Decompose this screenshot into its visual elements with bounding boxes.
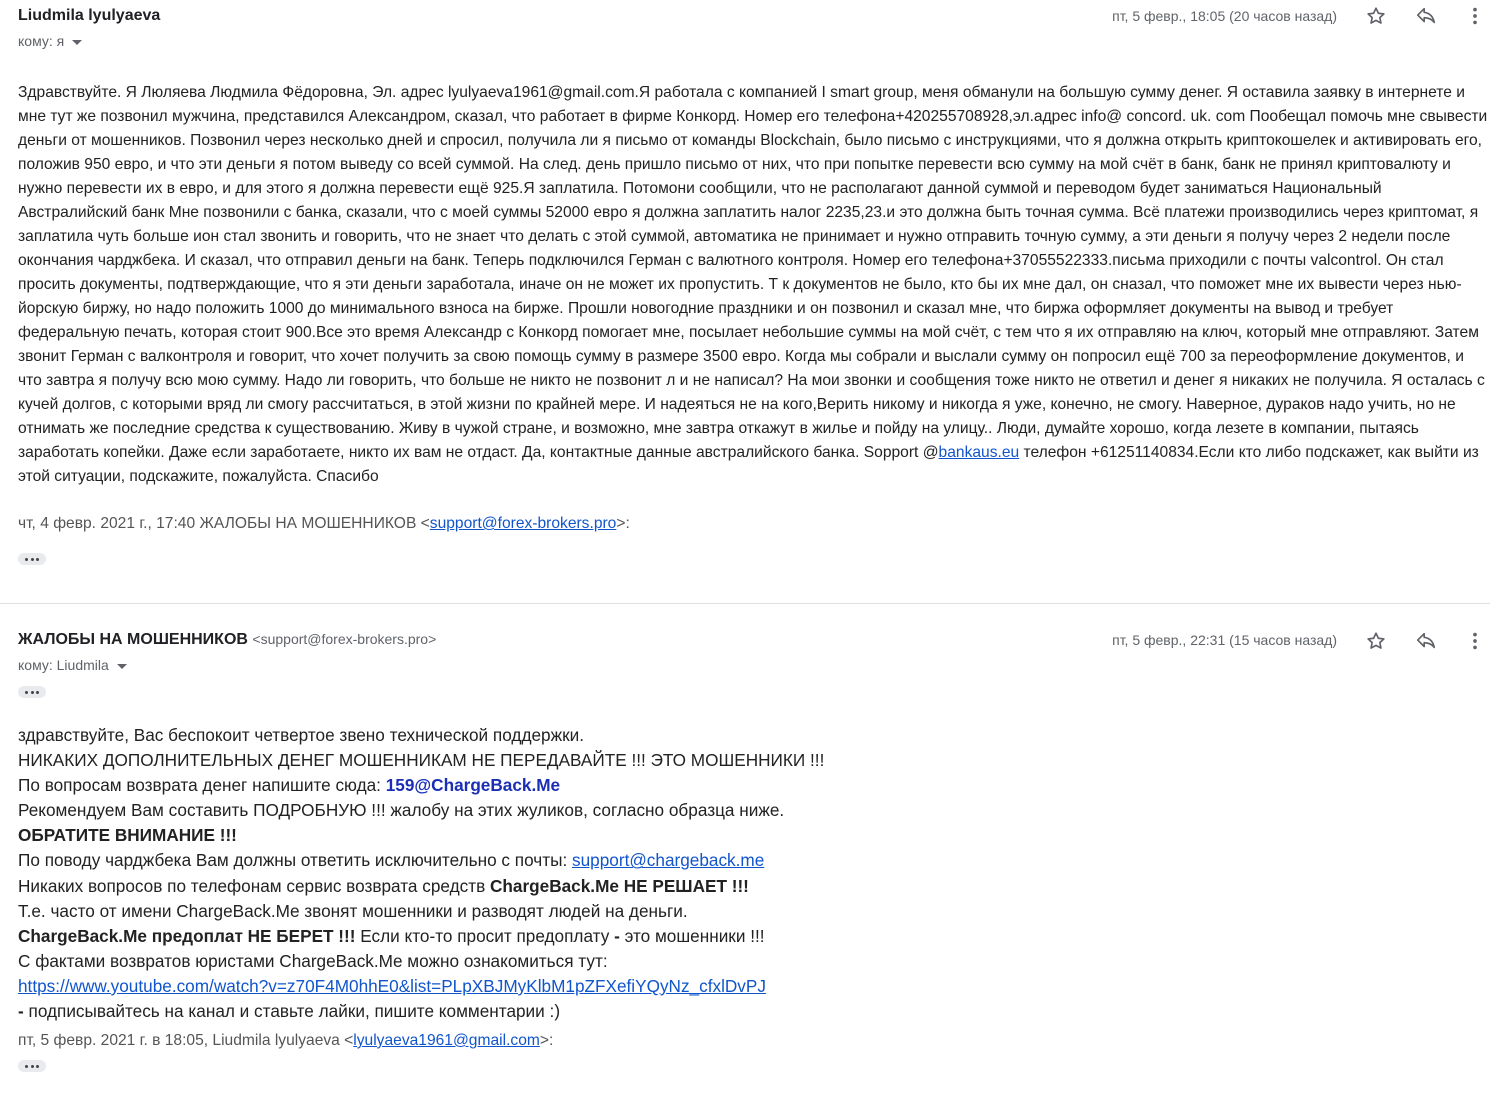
sender-line	[18, 7, 160, 25]
message-body-text: Здравствуйте. Я Люляева Людмила Фёдоровна, Эл. адрес lyulyaeva1961@gmail.com.Я работала с компанией I smart group, меня обманули на большую сумму денег. Я оставила заявку в интернете и мне тут же позвонил мужчина, представился Александром, сказал, что работает в фирме Конкорд. Номер его телефона+420255708928,эл.адрес info@ concord. uk. com Пообещал помочь мне свывести деньги от мошенников. Позвонил через несколько дней и спросил, получила ли я письмо от команды Blockchain, было письмо с инструкциями, что я должна открыть криптокошелек и активировать его, положив 950 евро, и что эти деньги я потом выведу со всей суммой. На след. день пришло письмо от них, что при попытке перевести всю сумму на мой счёт в банк, банк не принял криптовалюту и нужно перевести их в евро, и для этого я должна перевести ещё 925.Я заплатила. Потомони сообщили, что не располагают данной суммой и переводом будет заниматься Национальный Австралийский банк Мне позвонили с банка, сказали, что с моей суммы 52000 евро я должна заплатить налог 2235,23.и это должна быть точная сумма. Всё платежи производились через криптомат, я заплатила чуть больше ион стал звонить и говорить, что не знает что делать с этой суммой, автоматика не принимает и нужно отправить точную сумму, а эти деньги я получу через 2 недели после окончания чарджбека. И сказал, что отправил деньги на банк. Теперь подключился Герман с валютного контроля. Номер его телефона+37055522333.письма приходили с почты valcontrol. Он стал просить документы, подтверждающие, что я эти деньги заработала, иначе он не может их пропустить. Т к документов не было, кто бы их мне дал, он сназал, что поможет мне их вывести через нью-йорскую биржу, но надо положить 1000 до минимального взноса на бирже. Прошли новогодние праздники и он позвонил и сказал мне, что биржа оформляет документы на вывод и требует федеральную печать, которая стоит 900.Все это время Александр с Конкорд помогает мне, посылает небольшие суммы на мой счёт, с тем что я их отправляю на ключ, который мне отправляют. Затем звонит Герман с валконтроля и говорит, что хочет получить за свою помощь сумму в размере 3500 евро. Когда мы собрали и выслали сумму он попросил ещё 700 за переоформление документов, и что завтра я получу всю мою сумму. Надо ли говорить, что больше не никто не позвонит л и не написал? На мои звонки и сообщения тоже никто не ответил и денег я никаких не получила. Я осталась с кучей долгов, с которыми вряд ли смогу рассчитаться, в этой жизни по крайней мере. И надеяться не на кого,Верить никому и никогда я уже, конечно, не смогу. Наверное, дураков надо учить, но не отнимать же последние средства к существованию. Живу в чужой стране, и возможно, мне завтра откажут в жилье и пойду на улицу.. Люди, думайте хорошо, когда лезете в компании, пытаясь заработать копейки. Даже если заработаете, никто их вам не отдаст. Да, контактные данные австралийского банка. Sopport @	[18, 84, 1488, 461]
star-button[interactable]	[1362, 2, 1390, 30]
quote-suffix: >:	[539, 1032, 554, 1049]
message-body	[18, 723, 1218, 1024]
more-vert-icon	[1464, 630, 1486, 652]
message-date: пт, 5 февр., 18:05 (20 часов назад)	[1112, 8, 1337, 24]
reply-icon	[1415, 630, 1437, 652]
recipients-label: кому: Liudmila	[18, 657, 109, 673]
body-line-9-dash: -	[614, 925, 620, 946]
show-details-button[interactable]	[18, 686, 46, 698]
body-line-3-text: По вопросам возврата денег напишите сюда:	[18, 775, 386, 796]
body-line-9	[18, 924, 1218, 949]
body-line-1: здравствуйте, Вас беспокоит четвертое звено технической поддержки.	[18, 725, 584, 745]
body-line-9-tail: это мошенники !!!	[619, 925, 765, 946]
quote-header	[18, 515, 630, 533]
body-line-12-dash: -	[18, 1001, 24, 1022]
sender-line	[18, 631, 436, 649]
quote-suffix: >:	[616, 515, 630, 532]
recipients-dropdown[interactable]	[18, 33, 82, 49]
more-options-button[interactable]	[1461, 2, 1489, 30]
ellipsis-icon	[25, 691, 28, 694]
recipients-dropdown[interactable]	[18, 657, 127, 673]
message-body-tail: телефон +61251140834.Если кто либо подскажет, как выйти из этой ситуации, подскажите, пожалуйста. Спасибо	[18, 444, 1479, 485]
show-trimmed-content-button[interactable]	[18, 553, 46, 565]
sender-name[interactable]: Liudmila lyulyaeva	[18, 7, 161, 24]
ellipsis-icon	[25, 1065, 28, 1068]
message-2	[0, 605, 1505, 1093]
body-line-3	[18, 773, 1218, 798]
support-email-link[interactable]: support@chargeback.me	[572, 850, 765, 871]
quote-prefix: чт, 4 февр. 2021 г., 17:40 ЖАЛОБЫ НА МОШЕННИКОВ <	[18, 515, 430, 532]
star-icon	[1365, 5, 1387, 27]
recipients-label: кому: я	[18, 33, 65, 49]
quote-email-link[interactable]: lyulyaeva1961@gmail.com	[353, 1032, 540, 1049]
quote-prefix: пт, 5 февр. 2021 г. в 18:05, Liudmila lyulyaeva <	[18, 1032, 354, 1049]
body-line-12-text: подписывайтесь на канал и ставьте лайки, пишите комментарии :)	[23, 1001, 561, 1022]
star-icon	[1365, 630, 1387, 652]
chevron-down-icon	[117, 664, 127, 669]
body-line-6-text: По поводу чарджбека Вам должны ответить исключительно с почты:	[18, 850, 573, 871]
body-line-10: С фактами возвратов юристами ChargeBack.Me можно ознакомиться тут:	[18, 950, 608, 971]
ellipsis-icon	[25, 558, 28, 561]
reply-button[interactable]	[1412, 2, 1440, 30]
body-line-7	[18, 874, 1218, 899]
body-line-2: НИКАКИХ ДОПОЛНИТЕЛЬНЫХ ДЕНЕГ МОШЕННИКАМ НЕ ПЕРЕДАВАЙТЕ !!! ЭТО МОШЕННИКИ !!!	[18, 750, 825, 771]
message-date: пт, 5 февр., 22:31 (15 часов назад)	[1112, 632, 1337, 648]
attention-heading: ОБРАТИТЕ ВНИМАНИЕ !!!	[18, 825, 237, 846]
quote-email-link[interactable]: support@forex-brokers.pro	[429, 515, 617, 532]
show-trimmed-content-button[interactable]	[18, 1060, 46, 1072]
more-vert-icon	[1464, 5, 1486, 27]
reply-icon	[1415, 5, 1437, 27]
body-line-9-bold: ChargeBack.Me предоплат НЕ БЕРЕТ !!!	[18, 925, 356, 946]
sender-name[interactable]: ЖАЛОБЫ НА МОШЕННИКОВ	[18, 631, 248, 648]
chevron-down-icon	[72, 40, 82, 45]
youtube-link[interactable]: https://www.youtube.com/watch?v=z70F4M0hhE0&list=PLpXBJMyKlbM1pZFXefiYQyNz_cfxlDvPJ	[18, 975, 766, 996]
body-line-9-mid: Если кто-то просит предоплату	[355, 925, 615, 946]
bank-link[interactable]: bankaus.eu	[938, 444, 1020, 461]
message-body	[18, 81, 1488, 489]
message-divider	[0, 603, 1490, 604]
quote-header	[18, 1032, 553, 1050]
body-line-7-text: Никаких вопросов по телефонам сервис возврата средств	[18, 875, 490, 896]
more-options-button[interactable]	[1461, 627, 1489, 655]
chargeback-email[interactable]: 159@ChargeBack.Me	[385, 775, 561, 796]
body-line-4: Рекомендуем Вам составить ПОДРОБНУЮ !!! жалобу на этих жуликов, согласно образца ниже.	[18, 800, 785, 821]
reply-button[interactable]	[1412, 627, 1440, 655]
body-line-8: Т.е. часто от имени ChargeBack.Me звонят мошенники и разводят людей на деньги.	[18, 900, 688, 921]
body-line-12	[18, 999, 1218, 1024]
star-button[interactable]	[1362, 627, 1390, 655]
body-line-7-bold: ChargeBack.Me НЕ РЕШАЕТ !!!	[489, 875, 749, 896]
body-line-6	[18, 848, 1218, 873]
sender-email: <support@forex-brokers.pro>	[252, 631, 437, 647]
